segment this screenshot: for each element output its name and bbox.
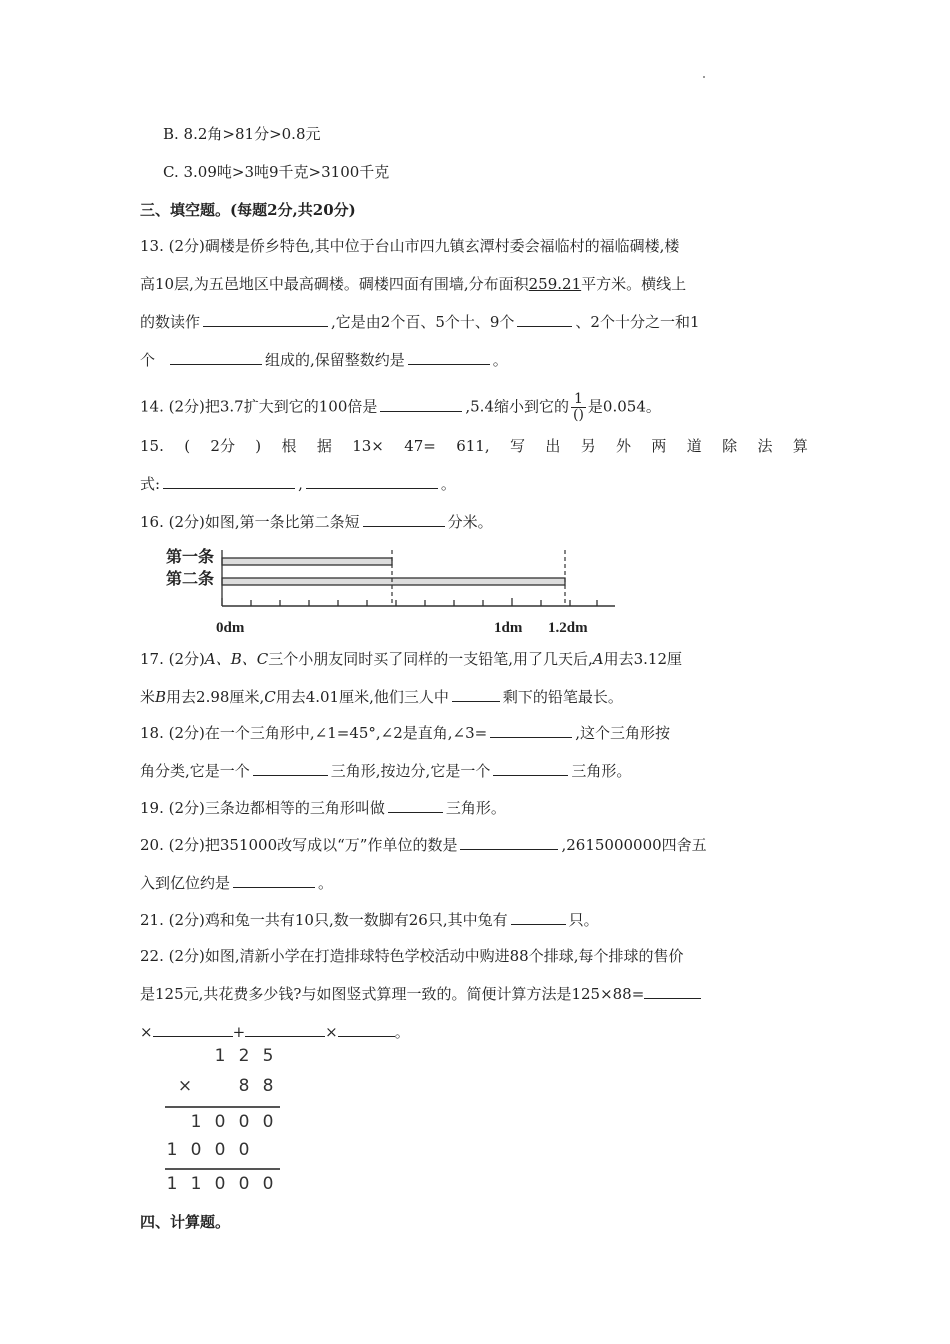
length-comparison-figure xyxy=(160,540,630,640)
first-strip-bar xyxy=(222,558,392,565)
answer-blank[interactable] xyxy=(511,909,566,925)
decorative-dot xyxy=(703,76,705,78)
partial-product-row: 1 0 0 0 xyxy=(166,1140,250,1160)
label-first-strip: 第一条 xyxy=(166,549,215,566)
answer-blank[interactable] xyxy=(153,1021,233,1037)
q17-line2: 米B用去2.98厘米,C用去4.01厘米,他们三人中 剩下的铅笔最长。 xyxy=(140,688,623,706)
q14-line: 14. (2分)把3.7扩大到它的100倍是 ,5.4缩小到它的 $\frac{1}{()}$ 是0.054。 xyxy=(140,391,661,423)
answer-blank[interactable] xyxy=(363,511,445,527)
tick-label-0dm: 0dm xyxy=(216,620,245,636)
label-second-strip: 第二条 xyxy=(166,571,215,588)
q18-line1: 18. (2分)在一个三角形中,∠1=45°,∠2是直角,∠3= ,这个三角形按 xyxy=(140,724,671,742)
q17-line1: 17. (2分)A、B、C三个小朋友同时买了同样的一支铅笔,用了几天后,A用去3.12厘 xyxy=(140,650,683,668)
option-b: B. 8.2角>81分>0.8元 xyxy=(163,125,321,143)
partial-product-row: 1 0 0 0 xyxy=(190,1112,274,1132)
multiplicand-row: 1 2 5 xyxy=(214,1046,274,1066)
product-row: 1 1 0 0 0 xyxy=(166,1174,274,1194)
rule-line xyxy=(165,1168,280,1170)
answer-blank[interactable] xyxy=(408,349,490,365)
tick-label-1-2dm: 1.2dm xyxy=(548,620,588,636)
q20-line2: 入到亿位约是 。 xyxy=(140,874,334,892)
q13-line2: 高10层,为五邑地区中最高碉楼。碉楼四面有围墙,分布面积259.21平方米。横线上 xyxy=(140,275,687,293)
multiplier-row: × 8 8 xyxy=(177,1076,274,1096)
answer-blank[interactable] xyxy=(517,311,572,327)
q22-line1: 22. (2分)如图,清新小学在打造排球特色学校活动中购进88个排球,每个排球的售价 xyxy=(140,947,684,965)
q16-line: 16. (2分)如图,第一条比第二条短 分米。 xyxy=(140,513,493,531)
answer-blank[interactable] xyxy=(452,686,500,702)
ruler-ticks xyxy=(222,598,597,606)
rule-line xyxy=(165,1106,280,1108)
answer-blank[interactable] xyxy=(490,722,572,738)
q21-line: 21. (2分)鸡和兔一共有10只,数一数脚有26只,其中兔有 只。 xyxy=(140,911,599,929)
answer-blank[interactable] xyxy=(460,834,558,850)
answer-blank[interactable] xyxy=(388,797,443,813)
q13-line1: 13. (2分)碉楼是侨乡特色,其中位于台山市四九镇玄潭村委会福临村的福临碉楼,楼 xyxy=(140,237,680,255)
second-strip-bar xyxy=(222,578,565,585)
q13-line4: 个 组成的,保留整数约是 。 xyxy=(140,351,508,369)
q22-line2: 是125元,共花费多少钱?与如图竖式算理一致的。简便计算方法是125×88= xyxy=(140,983,704,1005)
answer-blank[interactable] xyxy=(380,396,462,412)
answer-blank[interactable] xyxy=(644,983,701,999)
answer-blank[interactable] xyxy=(203,311,328,327)
answer-blank[interactable] xyxy=(245,1021,325,1037)
section-3-title: 三、填空题。(每题2分,共20分) xyxy=(140,201,356,219)
q19-line: 19. (2分)三条边都相等的三角形叫做 三角形。 xyxy=(140,799,506,817)
fraction: $\frac{1}{()}$ xyxy=(572,391,584,423)
answer-blank[interactable] xyxy=(163,473,295,489)
answer-blank[interactable] xyxy=(233,872,315,888)
answer-blank[interactable] xyxy=(170,349,262,365)
answer-blank[interactable] xyxy=(253,760,328,776)
q18-line2: 角分类,它是一个 三角形,按边分,它是一个 三角形。 xyxy=(140,762,632,780)
answer-blank[interactable] xyxy=(306,473,438,489)
answer-blank[interactable] xyxy=(338,1021,395,1037)
q20-line1: 20. (2分)把351000改写成以“万”作单位的数是 ,2615000000四舍五 xyxy=(140,836,707,854)
tick-label-1dm: 1dm xyxy=(494,620,523,636)
q15-line1: 15. ( 2分 ) 根 据 13× 47= 611, 写 出 另 外 两 道 除 法 算 xyxy=(140,437,808,455)
q13-line3: 的数读作 ,它是由2个百、5个十、9个 、2个十分之一和1 xyxy=(140,313,700,331)
answer-blank[interactable] xyxy=(493,760,568,776)
option-c: C. 3.09吨>3吨9千克>3100千克 xyxy=(163,163,390,181)
q15-line2: 式: , 。 xyxy=(140,475,456,493)
q22-line3: × + × 。 xyxy=(140,1023,410,1041)
underlined-number: 259.21 xyxy=(528,275,582,293)
section-4-title: 四、计算题。 xyxy=(140,1213,231,1231)
